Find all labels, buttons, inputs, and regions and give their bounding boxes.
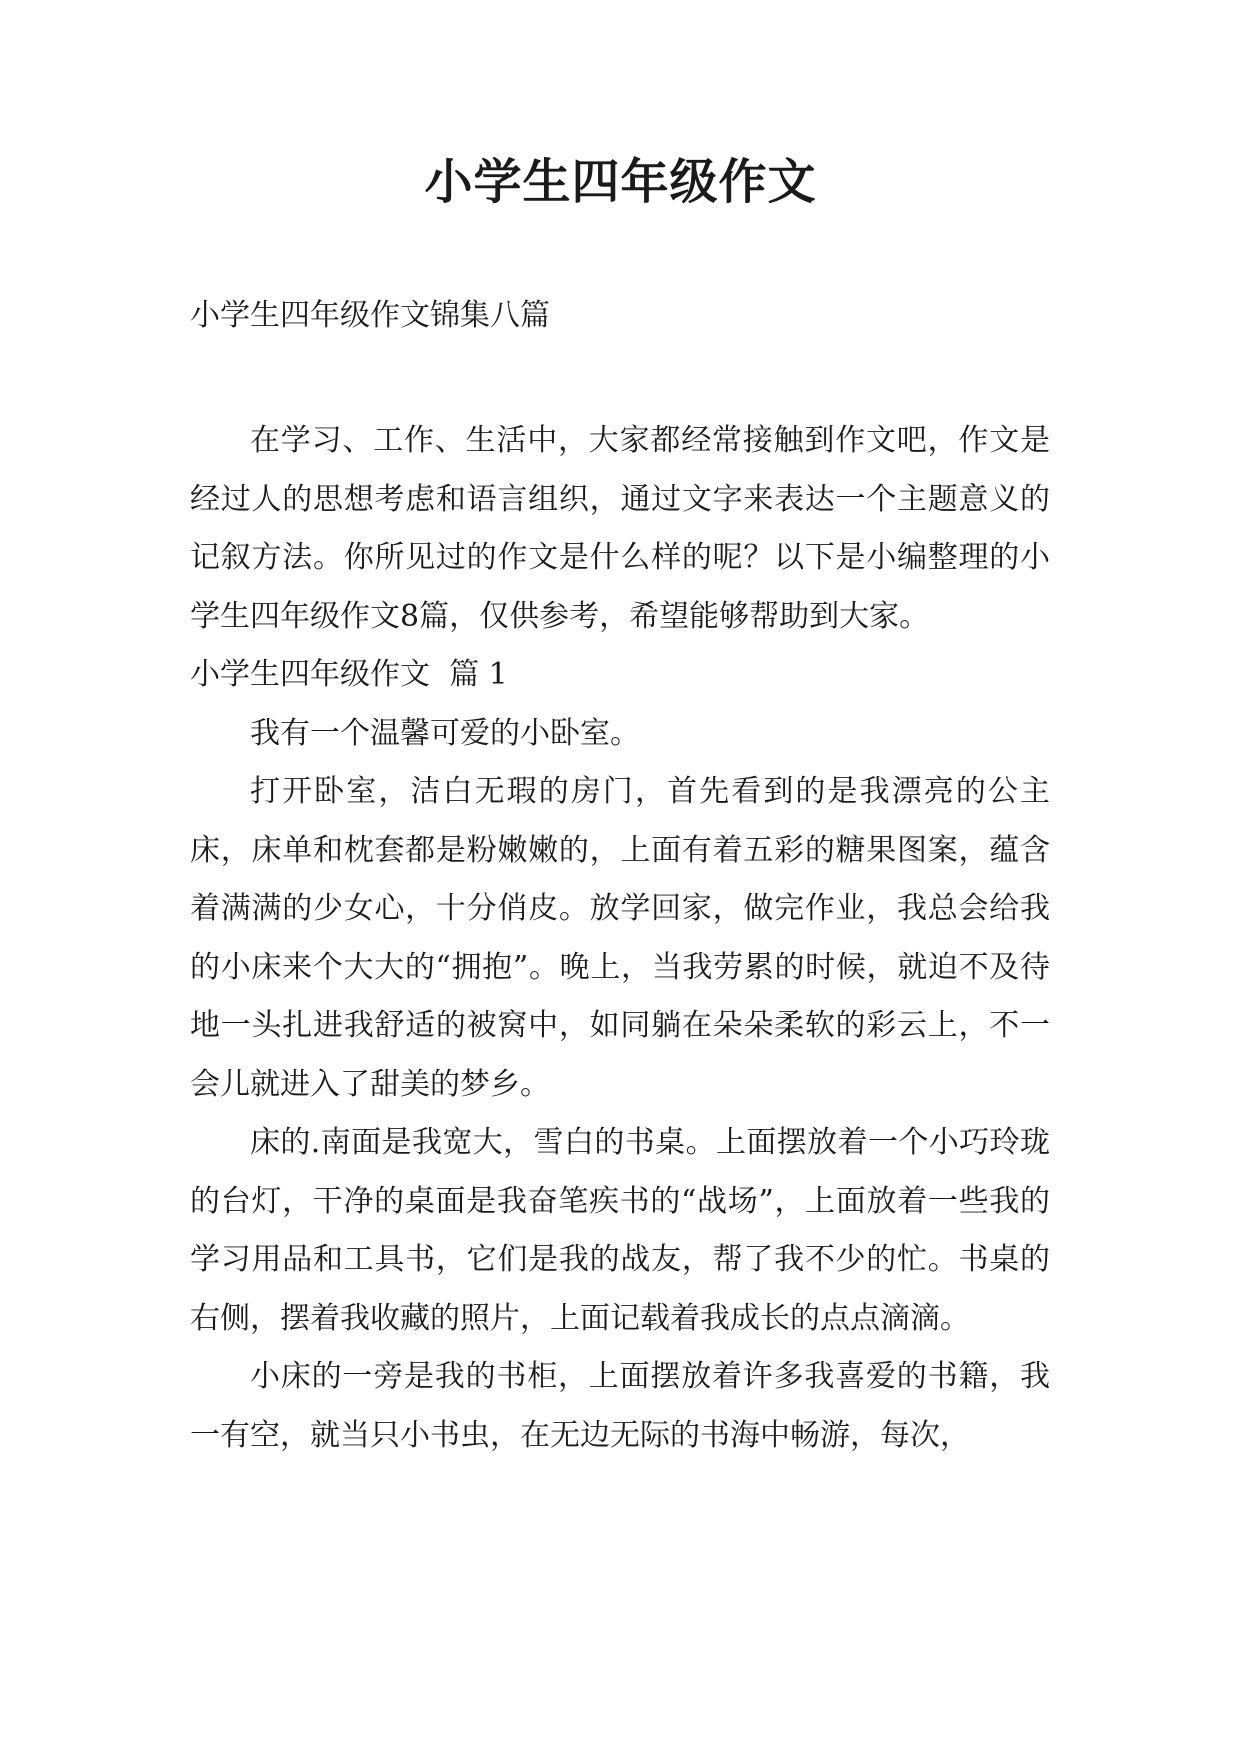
section-heading: 小学生四年级作文 篇 1 — [190, 657, 508, 692]
body-paragraph: 床的.南面是我宽大，雪白的书桌。上面摆放着一个小巧玲珑的台灯，干净的桌面是我奋笔疾书的“战场”，上面放着一些我的学习用品和工具书，它们是我的战友，帮了我不少的忙。书桌的右侧，摆着我收藏的照片，上面记载着我成长的点点滴滴。 — [190, 1125, 1050, 1336]
document-title: 小学生四年级作文 — [424, 154, 817, 210]
document-body — [190, 412, 1050, 1465]
intro-paragraph: 在学习、工作、生活中，大家都经常接触到作文吧，作文是经过人的思想考虑和语言组织，通过文字来表达一个主题意义的记叙方法。你所见过的作文是什么样的呢？以下是小编整理的小学生四年级作文8篇，仅供参考，希望能够帮助到大家。 — [190, 423, 1050, 634]
body-paragraph: 我有一个温馨可爱的小卧室。 — [250, 715, 640, 751]
body-paragraph: 打开卧室，洁白无瑕的房门，首先看到的是我漂亮的公主床，床单和枕套都是粉嫩嫩的，上面有着五彩的糖果图案，蕴含着满满的少女心，十分俏皮。放学回家，做完作业，我总会给我的小床来个大大的“拥抱”。晚上，当我劳累的时候，就迫不及待地一头扎进我舒适的被窝中，如同躺在朵朵柔软的彩云上，不一会儿就进入了甜美的梦乡。 — [190, 774, 1050, 1102]
body-paragraph: 小床的一旁是我的书柜，上面摆放着许多我喜爱的书籍，我一有空，就当只小书虫，在无边无际的书海中畅游，每次， — [190, 1359, 1050, 1453]
document-subtitle: 小学生四年级作文锦集八篇 — [190, 298, 550, 333]
